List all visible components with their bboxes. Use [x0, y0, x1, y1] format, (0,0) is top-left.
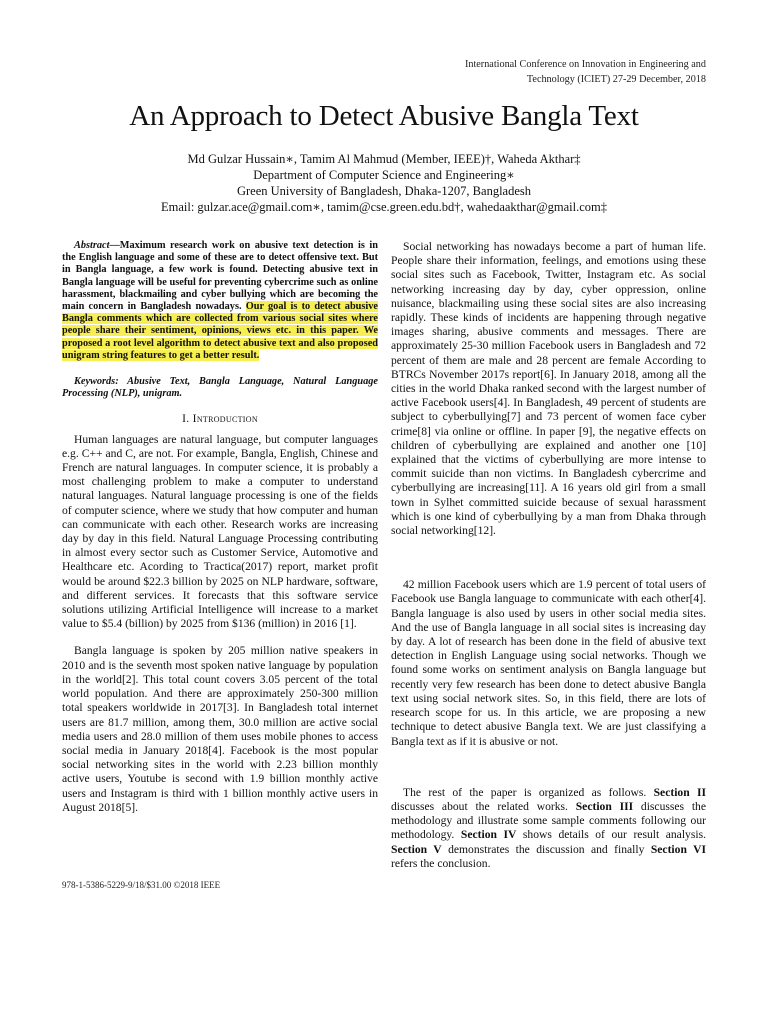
org-text: refers the conclusion.: [391, 856, 491, 870]
conference-header: [406, 57, 706, 87]
abstract: [62, 240, 378, 362]
section-numeral: I.: [182, 412, 190, 426]
author-university: Green University of Bangladesh, Dhaka-1207, Bangladesh: [236, 184, 532, 198]
paper-title: An Approach to Detect Abusive Bangla Text: [129, 100, 639, 132]
intro-paragraph-1: Human languages are natural language, but computer languages e.g. C++ and C, are not. For example, Bangla, English, Chinese and French are natural languages. In computer science, it is probably a most challenging problem to make a computer to understand natural languages. Natural language processing is one of the fields of computer science, where we study that how computer and human can communicate with each other. Research works are increasing day by day in this field. Natural Language Processing contributing in almost every sector such as Customer Service, Automotive and Healthcare etc. Acording to Tractica(2017) report, market profit would be around $22.3 billion by 2025 on NLP hardware, software, and different services. It forecasts that this software service solutions utilizing Artificial Intelligence will increase to a market value to $5.4 (billion) by 2025 from $136 (million) in 2016 [1].: [62, 432, 378, 631]
left-column: [62, 240, 378, 815]
org-text: The rest of the paper is organized as follows.: [403, 785, 654, 799]
abstract-highlight: Our goal is to detect abusive Bangla comments which are collected from various social sites where people share their sentiment, opinions, views etc. in this paper. We proposed a root level algorithm to detect abusive text and also proposed unigram string features to get a better result.: [62, 301, 378, 361]
author-names: Md Gulzar Hussain∗, Tamim Al Mahmud (Member, IEEE)†, Waheda Akthar‡: [187, 152, 581, 166]
abstract-text: —Maximum research work on abusive text detection is in the English language and some of these are to detect offensive text. But in Bangla language, a few work is found. Detecting abusive text in Bangla language will be useful for preventing cybercrime such as online harassment, blackmailing and cyber bullying which are becoming the main concern in Bangladesh nowadays.: [62, 240, 378, 313]
org-text: discusses about the related works.: [391, 799, 576, 813]
organization-paragraph: [391, 786, 706, 871]
right-column: [391, 240, 706, 871]
author-block: [0, 151, 768, 215]
author-department: Department of Computer Science and Engineering∗: [253, 168, 515, 182]
section-ref: Section III: [575, 799, 634, 813]
org-text: demonstrates the discussion and finally: [441, 842, 651, 856]
copyright-footer: 978-1-5386-5229-9/18/$31.00 ©2018 IEEE: [62, 880, 221, 890]
author-emails: Email: gulzar.ace@gmail.com∗, tamim@cse.green.edu.bd†, wahedaakthar@gmail.com‡: [160, 200, 607, 214]
conference-line-1: International Conference on Innovation in Engineering and: [464, 59, 706, 70]
org-text: shows details of our result analysis.: [516, 828, 706, 842]
section-ref: Section V: [391, 842, 442, 856]
section-title: Introduction: [192, 412, 258, 426]
abstract-lead: Abstract: [74, 240, 110, 251]
intro-paragraph-4: 42 million Facebook users which are 1.9 percent of total users of Facebook use Bangla language to communicate with each other[4]. Bangla language is also used by users in other social media sites. And the use of Bangla language in all social sites is increasing day by day. A lot of research has been done in the field of abusive text detection in English Language using social networks. Though we found some works on sentiment analysis on Bangla language but recently very few research has been done to detect abusive Bangla text using social network sites. So, in this field, there are lots of research scope for us. In this article, we are proposing a new technique to detect abusive Bangla text. We are just classifying a Bangla text as if it is abusive or not.: [391, 578, 706, 748]
section-ref: Section IV: [460, 828, 517, 842]
section-ref: Section VI: [650, 842, 706, 856]
org-text: discusses the methodology and illustrate some sample comments following our methodology.: [391, 799, 706, 842]
intro-paragraph-3: Social networking has nowadays become a part of human life. People share their information, feelings, and emotions using these social sites such as Facebook, Twitter, Instagram etc. As social networking increasing day by day, cyber oppression, online nuisance, blackmailing using these social sites are also increasing rapidly. These kinds of incidents are happening through negative images sharing, abusive comments and messages. There are approximately 25-30 million Facebook users in Bangladesh and 72 percent of them are male and 28 percent are female According to BTRCs November 2017s report[6]. In January 2018, among all the cities in the world Dhaka ranked second with the largest number of active Facebook users[4]. In Bangladesh, 49 percent of students are subject to cyberbullying[7] and 73 percent of women face cyber crime[8] via online or offline. In paper [9], the negative effects on children of cyberbullying are explained and another one [10] explained that the victims of cyberbullying are more intense to commit suicide than non victims. In Bangladesh cybercrime and cyberbullying are increasing[11]. A 16 years old girl from a small town in Sylhet committed suicide because of sexual harassment which is one kind of cyberbullying by a man from Dhaka through social networking[12].: [391, 240, 706, 538]
conference-line-2: Technology (ICIET) 27-29 December, 2018: [526, 74, 706, 85]
section-heading-introduction: [62, 412, 378, 426]
keywords: Keywords: Abusive Text, Bangla Language, Natural Language Processing (NLP), unigram.: [62, 376, 378, 400]
intro-paragraph-2: Bangla language is spoken by 205 million native speakers in 2010 and is the seventh most spoken native language by population in the world[2]. This total count covers 3.05 percent of the total world population. And there are approximately 250-300 million total speakers worldwide in 2017[3]. In Bangladesh total internet users are 81.7 million, among them, 30.0 million are active social media users and 28.0 million of them uses mobile phones to access social media in January 2018[4]. Facebook is the most popular social networking sites in the world with 2.23 billion monthly active users, Youtube is second with 1.9 billion monthly active users and Instagram is third with 1 billion monthly active users in August 2018[5].: [62, 644, 378, 814]
section-ref: Section II: [653, 785, 706, 799]
